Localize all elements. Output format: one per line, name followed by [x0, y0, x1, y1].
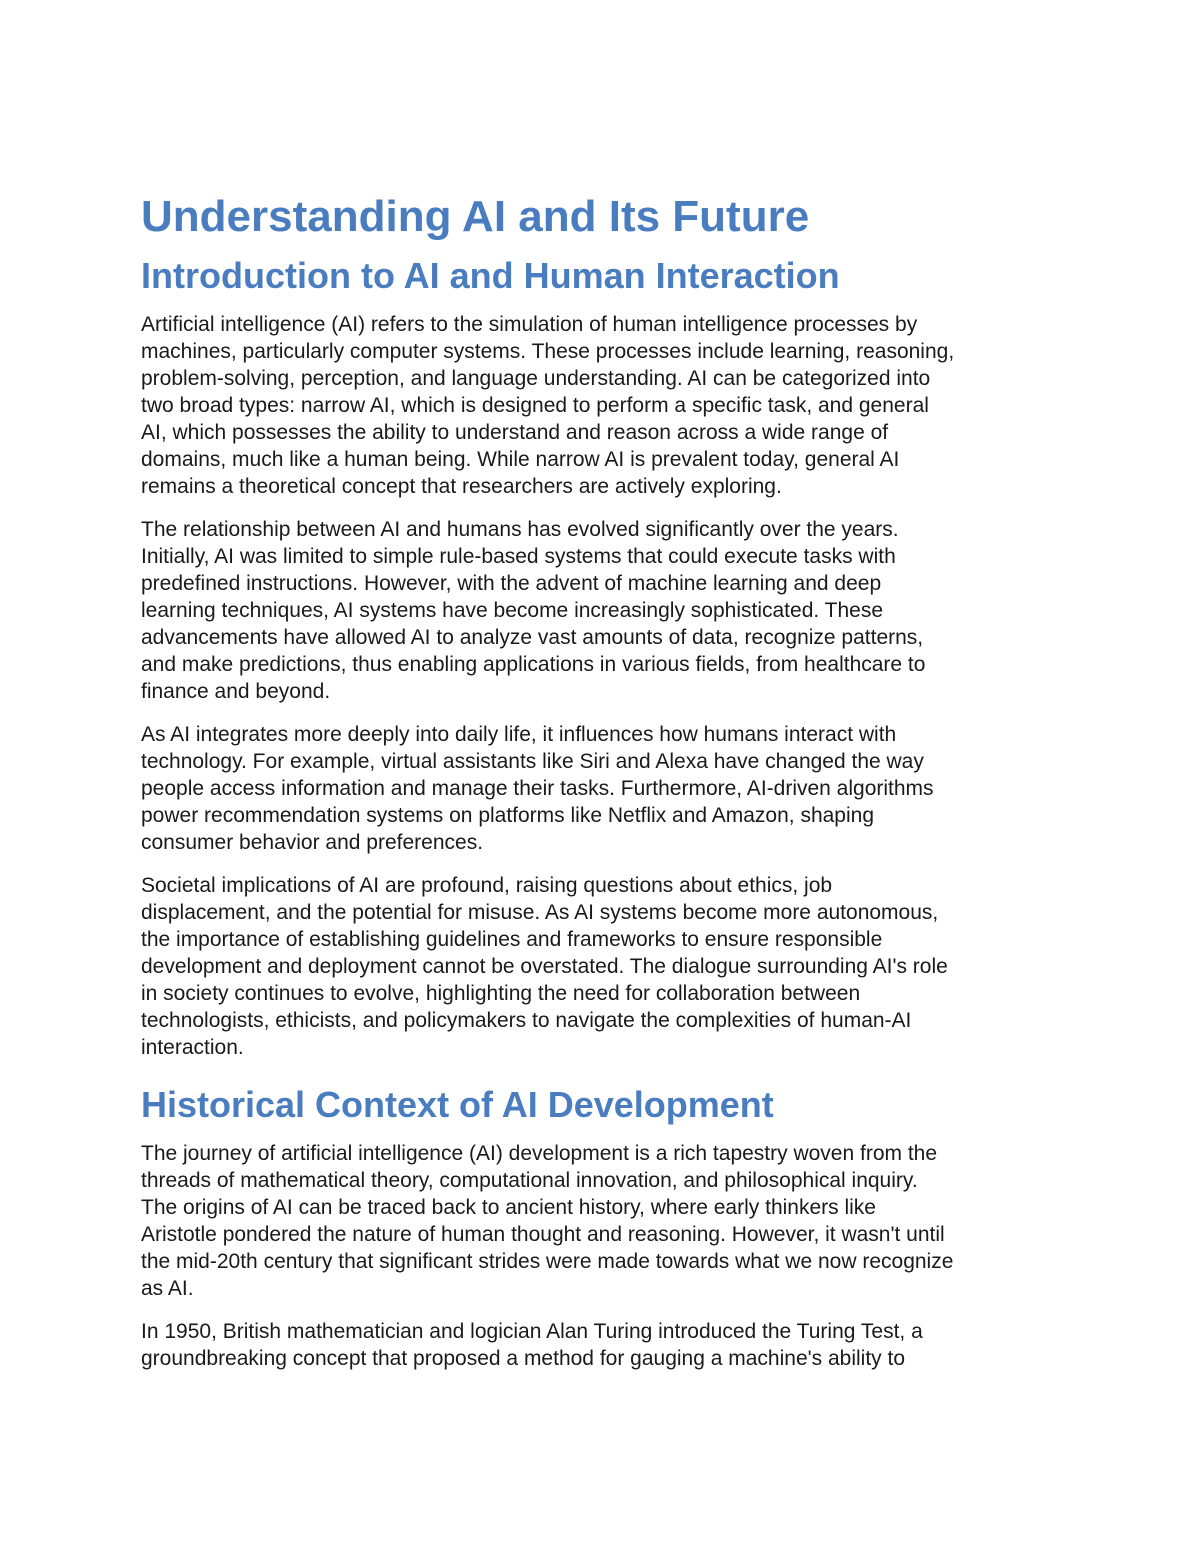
- paragraph-history-turing: In 1950, British mathematician and logician Alan Turing introduced the Turing Test, a groundbreaking concept that proposed a method for gauging a machine's ability to: [141, 1320, 923, 1370]
- section-heading-introduction: Introduction to AI and Human Interaction: [141, 255, 840, 296]
- document-page: [141, 190, 1061, 1388]
- paragraph-intro-societal: Societal implications of AI are profound, raising questions about ethics, job displacement, and the potential for misuse. As AI systems become more autonomous, the importance of establishing guidelines and frameworks to ensure responsible development and deployment cannot be overstated. The dialogue surrounding AI's role in society continues to evolve, highlighting the need for collaboration between technologists, ethicists, and policymakers to navigate the complexities of human-AI interaction.: [141, 874, 948, 1059]
- paragraph-intro-daily-life: As AI integrates more deeply into daily life, it influences how humans interact with technology. For example, virtual assistants like Siri and Alexa have changed the way people access information and manage their tasks. Furthermore, AI-driven algorithms power recommendation systems on platforms like Netflix and Amazon, shaping consumer behavior and preferences.: [141, 723, 934, 854]
- paragraph-intro-relationship: The relationship between AI and humans has evolved significantly over the years. Initially, AI was limited to simple rule-based systems that could execute tasks with predefined instructions. However, with the advent of machine learning and deep learning techniques, AI systems have become increasingly sophisticated. These advancements have allowed AI to analyze vast amounts of data, recognize patterns, and make predictions, thus enabling applications in various fields, from healthcare to finance and beyond.: [141, 518, 926, 703]
- section-heading-historical-context: Historical Context of AI Development: [141, 1084, 774, 1125]
- document-title: Understanding AI and Its Future: [141, 192, 810, 241]
- paragraph-history-origins: The journey of artificial intelligence (AI) development is a rich tapestry woven from the threads of mathematical theory, computational innovation, and philosophical inquiry. The origins of AI can be traced back to ancient history, where early thinkers like Aristotle pondered the nature of human thought and reasoning. However, it wasn't until the mid-20th century that significant strides were made towards what we now recognize as AI.: [141, 1142, 954, 1300]
- paragraph-intro-definition: Artificial intelligence (AI) refers to the simulation of human intelligence processes by machines, particularly computer systems. These processes include learning, reasoning, problem-solving, perception, and language understanding. AI can be categorized into two broad types: narrow AI, which is designed to perform a specific task, and general AI, which possesses the ability to understand and reason across a wide range of domains, much like a human being. While narrow AI is prevalent today, general AI remains a theoretical concept that researchers are actively exploring.: [141, 313, 955, 498]
